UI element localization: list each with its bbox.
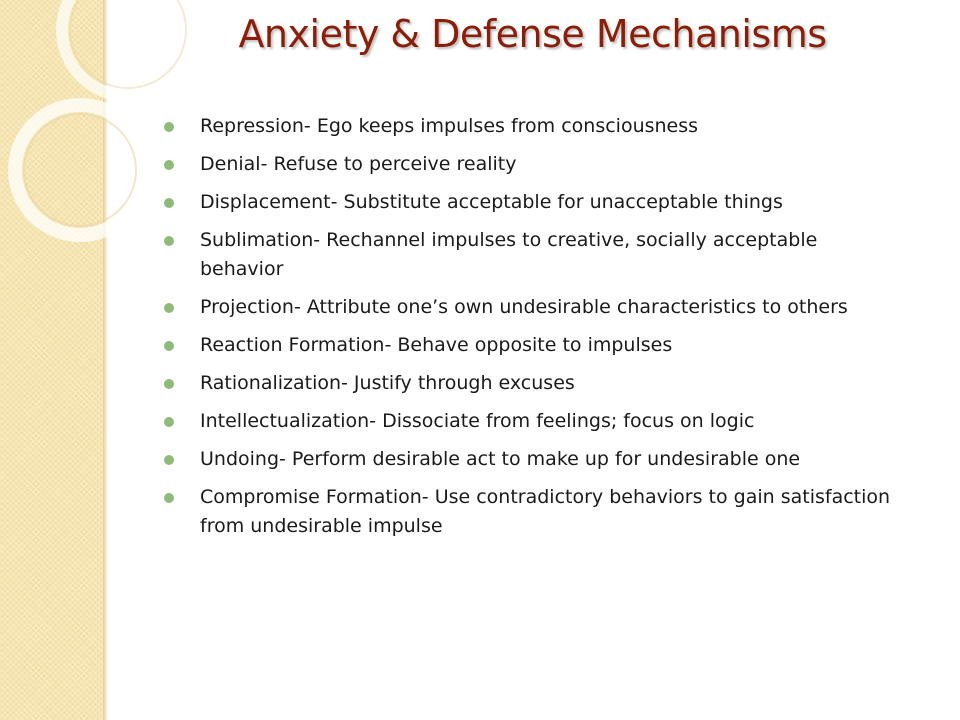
bullet-item <box>162 445 902 474</box>
bullet-dot-icon <box>164 236 174 246</box>
bullet-item <box>162 150 902 179</box>
bullet-item <box>162 188 902 217</box>
bullet-dot-icon <box>164 198 174 208</box>
bullet-dot-icon <box>164 160 174 170</box>
bullet-text: Compromise Formation- Use contradictory behaviors to gain satisfaction from undesirable impulse <box>200 486 891 537</box>
bullet-item <box>162 369 902 398</box>
bullet-item <box>162 293 902 322</box>
bullet-text: Intellectualization- Dissociate from feelings; focus on logic <box>200 410 755 432</box>
slide-title: Anxiety & Defense Mechanisms <box>238 12 827 56</box>
bullet-text: Undoing- Perform desirable act to make up for undesirable one <box>200 448 801 470</box>
bullet-dot-icon <box>164 379 174 389</box>
bullet-dot-icon <box>164 122 174 132</box>
bullet-text: Reaction Formation- Behave opposite to impulses <box>200 334 673 356</box>
bullet-item <box>162 407 902 436</box>
bullet-item <box>162 226 902 284</box>
bullet-item <box>162 483 902 541</box>
bullet-text: Projection- Attribute one’s own undesirable characteristics to others <box>200 296 848 318</box>
bullet-list <box>162 112 902 550</box>
bullet-dot-icon <box>164 455 174 465</box>
bullet-item <box>162 331 902 360</box>
bullet-dot-icon <box>164 493 174 503</box>
bullet-text: Denial- Refuse to perceive reality <box>200 153 517 175</box>
bullet-dot-icon <box>164 417 174 427</box>
bullet-dot-icon <box>164 341 174 351</box>
bullet-text: Displacement- Substitute acceptable for unacceptable things <box>200 191 783 213</box>
bullet-text: Rationalization- Justify through excuses <box>200 372 575 394</box>
bullet-text: Repression- Ego keeps impulses from consciousness <box>200 115 699 137</box>
bullet-item <box>162 112 902 141</box>
bullet-text: Sublimation- Rechannel impulses to creative, socially acceptable behavior <box>200 229 818 280</box>
bullet-dot-icon <box>164 303 174 313</box>
